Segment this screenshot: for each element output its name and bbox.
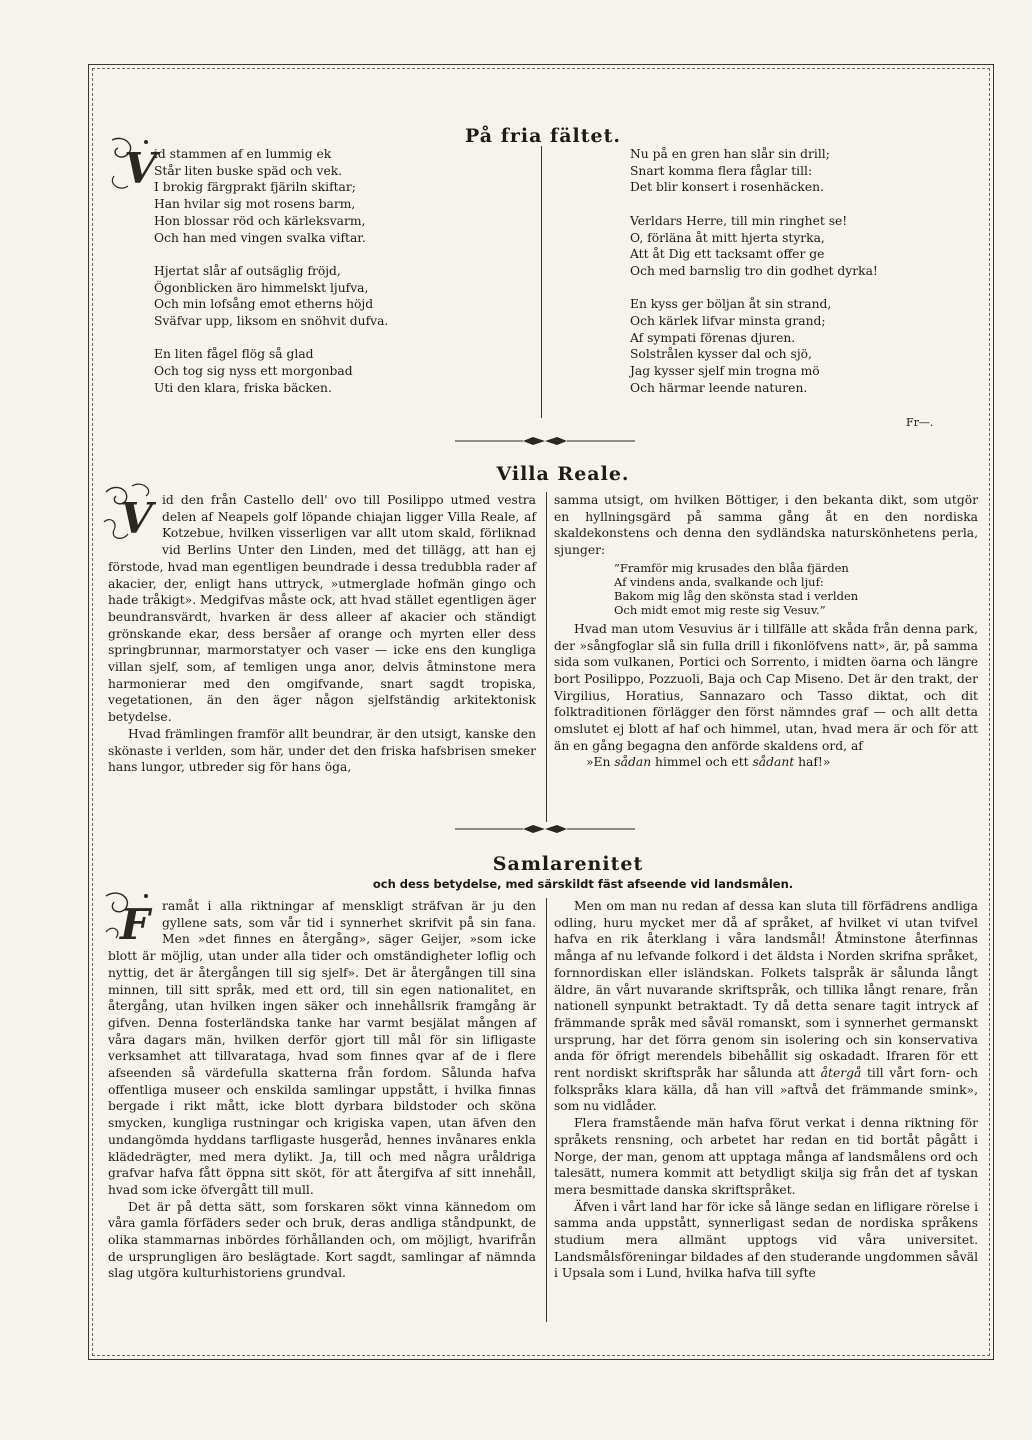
ornament-divider-2: [455, 822, 635, 836]
villa-left-paragraph-2: Hvad främlingen framför allt beundrar, är den utsigt, kanske den skönaste i verlden, som här, under det den friska hafsbrisen smeker hans lungor, utbreder sig för hans öga,: [108, 726, 536, 775]
samlare-subtitle: och dess betydelse, med särskildt fäst afseende vid landsmålen.: [372, 877, 794, 891]
villa-closing-e: haf!»: [794, 755, 831, 770]
samlare-initial-letter: F: [120, 900, 150, 949]
villa-initial: [108, 492, 158, 546]
poem-article: [108, 124, 978, 446]
samlare-right-column: [554, 898, 978, 1282]
samlare-left-paragraph-1: ramåt i alla riktningar af menskligt sträfvan är ju den gyllene sats, som vår tid i synnerhet skrifvit på sin fana. Men »det finnes en återgång», säger Geijer, »som icke blott är möjlig, utan under alla tider och omständigheter loflig och nyttig, det är återgången till sig sjelf». Det är återgången till sina minnen, till sitt språk, med ett ord, till sin egen nationalitet, en återgång, utan hvilken ingen säker och innehållsrik framgång är gifven. Denna fosterländska tanke har varmt besjälat mången af våra dagars män, hvilken derför gjort till mål för sin lifligaste verksamhet att tillvarataga, hvad som finnes qvar af de i flere afseenden så värdefulla skatterna från fordom. Sålunda hafva offentliga museer och enskilda samlingar uppstått, i hvilka finnas bergade i rikt mått, icke blott dyrbara bildstoder och sköna smycken, kungliga rustningar och krigiska vapen, utan äfven den undangömda hyddans tarfligaste husgeråd, hennes invånares enkla klädedrägter, med mera dylikt. Ja, till och med några uråldriga grafvar hafva fått öppna sitt sköt, för att återgifva af sitt innehåll, hvad som icke öfvergått till mull.: [108, 899, 536, 1197]
poem-columns: [108, 146, 978, 446]
poem-signature: Fr—.: [906, 416, 934, 429]
samlare-right-paragraph-1-emphasis: återgå: [820, 1066, 862, 1081]
samlare-right-paragraph-2: Flera framstående män hafva förut verkat i denna riktning för språkets rensning, och arbetet har redan en tid bortåt pågått i Norge, der man, genom att upptaga många af landsmålens ord och talesätt, numera kommit att betydligt skilja sig från det af tyskan mera besmittade danska skriftspråket.: [554, 1116, 978, 1197]
villa-columns: [108, 492, 978, 832]
samlare-right-paragraph-3: Äfven i vårt land har för icke så länge sedan en lifligare rörelse i samma anda uppstått, synnerligast sedan de nordiska språkens studium mera allmänt upptogs vid våra universitet. Landsmålsföreningar bildades af den studerande ungdommen såväl i Upsala som i Lund, hvilka hafva till syfte: [554, 1199, 978, 1281]
poem-initial: [112, 142, 166, 194]
samlare-left-paragraph-2: Det är på detta sätt, som forskaren sökt vinna kännedom om våra gamla förfäders seder och bruk, deras andliga ståndpunkt, de olika stammarnas inbördes förhållanden och, om möjligt, hvarifrån de ursprungligen äro beslägtade. Kort sagdt, samlingar af nämnda slag utgöra kulturhistoriens grundval.: [108, 1199, 536, 1281]
villa-article: [108, 462, 978, 832]
poem-left-text: id stammen af en lummig ek Står liten buske späd och vek. I brokig färgprakt fjäriln skiftar; Han hvilar sig mot rosens barm, Hon blossar röd och kärleksvarm, Och han med vingen svalka viftar. Hjertat slår af outsäglig fröjd, Ögonblicken äro himmelskt ljufva, Och min lofsång emot etherns höjd Sväfvar upp, liksom en snöhvit dufva. En liten fågel flög så glad Och tog sig nyss ett morgonbad Uti den klara, friska bäcken.: [154, 147, 389, 395]
poem-initial-letter: V: [124, 144, 157, 193]
villa-closing-line: [554, 754, 978, 771]
poem-right-column: [630, 146, 970, 397]
samlare-column-rule: [546, 898, 547, 1322]
villa-closing-b: sådan: [614, 755, 652, 770]
villa-title: Villa Reale.: [496, 463, 630, 485]
samlare-initial: [108, 898, 158, 948]
villa-closing-c: himmel och ett: [651, 755, 753, 770]
poem-column-rule: [541, 146, 542, 418]
poem-left-column: [124, 144, 534, 397]
villa-closing-a: »En: [586, 755, 615, 770]
villa-column-rule: [546, 492, 547, 822]
villa-right-column: [554, 492, 978, 771]
samlare-article: [108, 852, 978, 1338]
samlare-right-paragraph-1: [554, 898, 978, 1115]
samlare-columns: [108, 898, 978, 1338]
poem-right-text: Nu på en gren han slår sin drill; Snart komma flera fåglar till: Det blir konsert i rosenhäcken. Verldars Herre, till min ringhet se! O, förläna åt mitt hjerta styrka, Att åt Dig ett tacksamt offer ge Och med barnslig tro din godhet dyrka! En kyss ger böljan åt sin strand, Och kärlek lifvar minsta grand; Af sympati förenas djuren. Solstrålen kysser dal och sjö, Jag kysser sjelf min trogna mö Och härmar leende naturen.: [630, 147, 878, 395]
ornament-divider-1: [455, 434, 635, 448]
poem-title: På fria fältet.: [465, 125, 621, 147]
villa-closing-d: sådant: [752, 755, 795, 770]
villa-right-paragraph-2: Hvad man utom Vesuvius är i tillfälle att skåda från denna park, der »sångfoglar slå sin fulla drill i fikonlöfvens natt», är, på samma sida som vulkanen, Portici och Sorrento, i midten öarna och längre bort Posilippo, Pozzuoli, Baja och Cap Miseno. Det är den trakt, der Virgilius, Horatius, Sannazaro och Tasso diktat, och dit folktraditionen förlägger den först nämndes graf — och allt detta omslutet ej blott af haf och himmel, utan, hvad mera är och för att än en gång begagna den anförde skaldens ord, af: [554, 621, 978, 753]
villa-initial-letter: V: [120, 494, 153, 543]
samlare-title: Samlarenitet: [492, 853, 644, 875]
villa-quote: ”Framför mig krusades den blåa fjärden Af vindens anda, svalkande och ljuf: Bakom mig låg den skönsta stad i verlden Och midt emot mig reste sig Vesuv.”: [614, 560, 859, 617]
samlare-right-paragraph-1b: till vårt forn- och folkspråks klara källa, då han vill »aftvå det främmande smink», som nu vidlåder.: [554, 1066, 978, 1114]
samlare-right-paragraph-1a: Men om man nu redan af dessa kan sluta till förfädrens andliga odling, huru mycket mer då af språket, af hvilket vi utan tvifvel hafva en rik återklang i våra landsmål! Åtminstone återfinnas många af nu lefvande folkord i det äldsta i Norden skrifna språket, fornnordiskan eller isländskan. Folkets talspråk är sålunda långt äldre, än vårt nuvarande skriftspråk, och tillika långt renare, från nationell synpunkt betraktadt. Ty då detta senare tagit intryck af främmande språk med såväl romanskt, som i synnerhet germanskt ursprung, har det förra genom sin isolering och sin konservativa anda för öfrigt merendels bibehållit sig oskadadt. Ifraren för ett rent nordiskt skriftspråk har sålunda att: [554, 899, 978, 1081]
villa-left-paragraph-1: id den från Castello dell' ovo till Posilippo utmed vestra delen af Neapels golf löpande chiajan ligger Villa Reale, af Kotzebue, hvilken visserligen var allt utom skald, förliknad vid Berlins Unter den Linden, med det tillägg, att han ej förstode, hvad man egentligen beundrade i dessa tredubbla rader af akacier, der, enligt hans uttryck, »utmerglade hofmän gingo och hade tråkigt». Medgifvas måste ock, att hvad stället egentligen äger beundransvärdt, hvarken är dess alleer af akacier och ständigt grönskande ekar, dess bersåer af orange och myrten eller dess springbrunnar, marmorstatyer och vaser — icke ens den kungliga villan sjelf, som, af temligen unga anor, delvis åtminstone mera harmonierar med den omgifvande, snart sagdt tropiska, vegetationen, än den äger någon sjelfständig arkitektonisk betydelse.: [108, 493, 536, 725]
villa-left-column: [108, 492, 536, 776]
villa-right-paragraph-1: samma utsigt, om hvilken Böttiger, i den bekanta dikt, som utgör en hyllningsgärd på samma gång åt en den nordiska skaldekonstens och denna den sydländska naturskönhetens perla, sjunger:: [554, 493, 978, 558]
samlare-left-column: [108, 898, 536, 1282]
